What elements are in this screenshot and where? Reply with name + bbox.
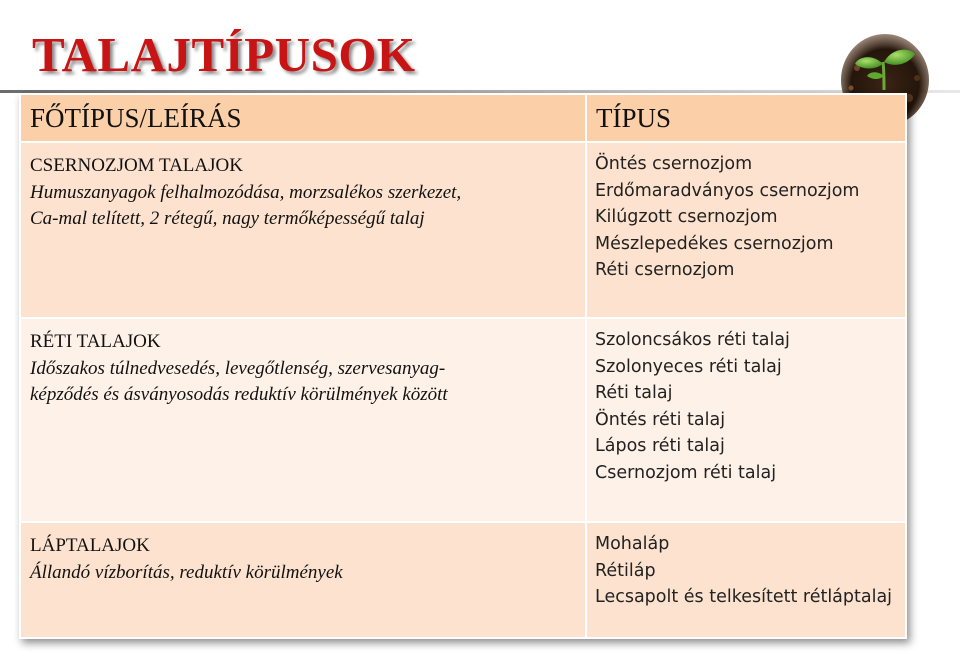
main-type-cell — [20, 318, 586, 522]
list-item: Réti csernozjom — [595, 260, 735, 280]
list-item: Szoloncsákos réti talaj — [595, 330, 790, 350]
soil-group-name: RÉTI TALAJOK — [30, 331, 161, 352]
soil-group-description: Humuszanyagok felhalmozódása, morzsalékos szerkezet, — [30, 181, 462, 203]
list-item: Lápos réti talaj — [595, 436, 725, 456]
list-item: Mohaláp — [595, 534, 670, 554]
column-header-main-type: FŐTÍPUS/LEÍRÁS — [20, 94, 586, 142]
table-row — [20, 142, 906, 318]
page-title: TALAJTÍPUSOK — [32, 27, 416, 82]
soil-group-description: képződés és ásványosodás reduktív körülmények között — [30, 384, 448, 405]
list-item: Rétiláp — [595, 560, 656, 581]
list-item: Réti talaj — [595, 383, 673, 403]
list-item: Erdőmaradványos csernozjom — [595, 180, 860, 201]
list-item: Lecsapolt és telkesített rétláptalaj — [595, 587, 893, 607]
soil-group-name: CSERNOZJOM TALAJOK — [30, 155, 243, 176]
soil-group-name: LÁPTALAJOK — [30, 535, 150, 556]
main-type-cell — [20, 522, 586, 638]
type-list-cell — [586, 318, 906, 522]
soil-group-description: Állandó vízborítás, reduktív körülmények — [30, 561, 343, 583]
list-item: Öntés csernozjom — [595, 154, 753, 174]
soil-group-description: Ca-mal telített, 2 rétegű, nagy termőképességű talaj — [30, 208, 425, 229]
type-list-cell — [586, 522, 906, 638]
list-item: Csernozjom réti talaj — [595, 462, 777, 483]
type-list-cell — [586, 142, 906, 318]
column-header-type: TÍPUS — [586, 94, 906, 142]
table-row — [20, 522, 906, 638]
main-type-cell — [20, 142, 586, 318]
list-item: Öntés réti talaj — [595, 409, 726, 430]
list-item: Szolonyeces réti talaj — [595, 356, 782, 377]
table-row — [20, 318, 906, 522]
list-item: Mészlepedékes csernozjom — [595, 233, 834, 254]
list-item: Kilúgzott csernozjom — [595, 207, 778, 227]
soil-types-table — [19, 93, 907, 639]
soil-group-description: Időszakos túlnedvesedés, levegőtlenség, szervesanyag- — [30, 357, 446, 379]
table-header-row — [20, 94, 906, 142]
